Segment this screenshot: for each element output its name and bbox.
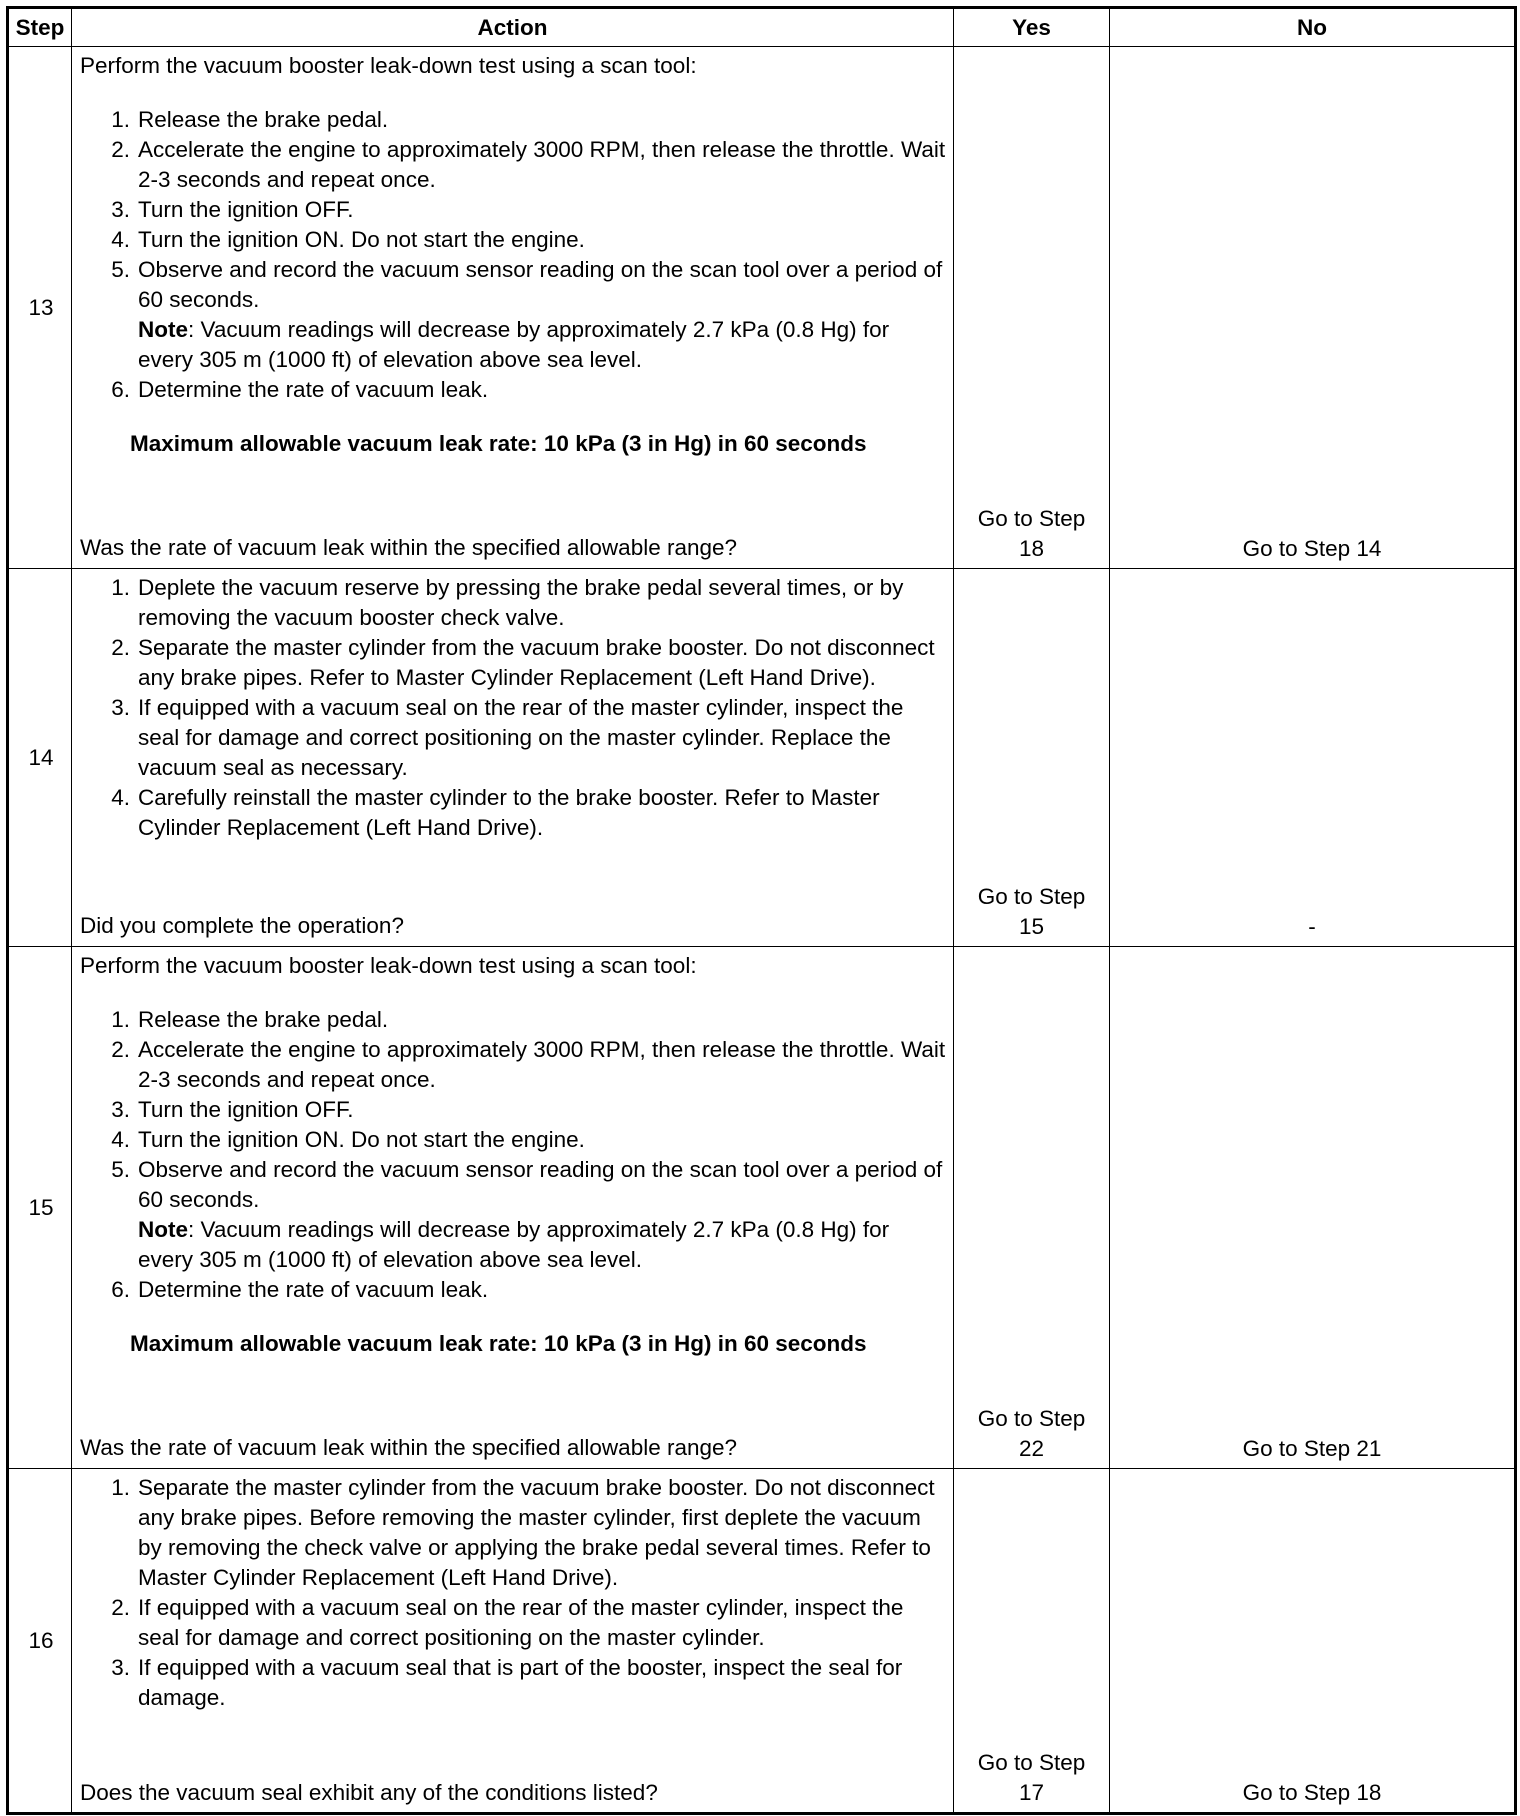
action-step (80, 105, 947, 135)
action-content (80, 951, 947, 1463)
action-content (80, 573, 947, 941)
action-cell (72, 947, 954, 1469)
action-step-text: Determine the rate of vacuum leak. (138, 1277, 489, 1302)
action-content (80, 1473, 947, 1808)
action-step-text-block (138, 105, 947, 135)
yes-result (954, 947, 1110, 1469)
action-step (80, 633, 947, 693)
yes-result (954, 569, 1110, 947)
step-number: 15 (8, 947, 72, 1469)
action-step-text-block (138, 633, 947, 693)
action-step (80, 225, 947, 255)
yes-result-text: Go to Step 18 (977, 506, 1086, 561)
action-step-text-block (138, 1275, 947, 1305)
action-step-number: 1. (111, 575, 130, 600)
step-number: 14 (8, 569, 72, 947)
action-step (80, 1035, 947, 1095)
action-step (80, 1653, 947, 1713)
step-row (8, 569, 1516, 947)
no-result: Go to Step 21 (1110, 947, 1516, 1469)
action-step-number: 3. (111, 695, 130, 720)
action-step-text-block (138, 1653, 947, 1713)
header-row (8, 8, 1516, 47)
action-step-text-block (138, 135, 947, 195)
action-step-text: Separate the master cylinder from the vacuum brake booster. Do not disconnect any brake pipes. Refer to Master Cylinder Replacement (Left Hand Drive). (138, 635, 935, 690)
action-step-number: 3. (111, 1097, 130, 1122)
yes-result-text: Go to Step 22 (977, 1406, 1086, 1461)
action-step-number: 2. (111, 1037, 130, 1062)
action-step-number: 4. (111, 227, 130, 252)
action-intro: Perform the vacuum booster leak-down test using a scan tool: (80, 953, 697, 978)
header-no: No (1110, 8, 1516, 47)
action-step-number: 1. (111, 107, 130, 132)
action-step-text-block (138, 1095, 947, 1125)
action-step-number: 5. (111, 257, 130, 282)
action-steps-list (80, 105, 947, 405)
action-step-text: Turn the ignition ON. Do not start the engine. (138, 227, 585, 252)
action-step-text: Observe and record the vacuum sensor reading on the scan tool over a period of 60 seconds. (138, 257, 943, 312)
action-step-text: Accelerate the engine to approximately 3000 RPM, then release the throttle. Wait 2-3 seconds and repeat once. (138, 137, 946, 192)
no-result: - (1110, 569, 1516, 947)
action-step-text: Release the brake pedal. (138, 107, 389, 132)
action-step-text: Release the brake pedal. (138, 1007, 389, 1032)
yes-result-text: Go to Step 17 (977, 1750, 1086, 1805)
action-step (80, 573, 947, 633)
action-step (80, 693, 947, 783)
action-step-text: Deplete the vacuum reserve by pressing the brake pedal several times, or by removing the vacuum booster check valve. (138, 575, 904, 630)
action-step-text-block (138, 375, 947, 405)
action-intro: Perform the vacuum booster leak-down test using a scan tool: (80, 53, 697, 78)
action-step-text-block (138, 1005, 947, 1035)
note-label: Note (138, 317, 188, 342)
action-cell (72, 1469, 954, 1814)
action-step-text: Turn the ignition OFF. (138, 197, 354, 222)
action-step (80, 1593, 947, 1653)
action-step-number: 2. (111, 635, 130, 660)
action-step-text: Turn the ignition ON. Do not start the engine. (138, 1127, 585, 1152)
max-leak-rate-spec: Maximum allowable vacuum leak rate: 10 kPa (3 in Hg) in 60 seconds (130, 431, 867, 456)
action-step-text-block (138, 195, 947, 225)
action-step-text: Observe and record the vacuum sensor reading on the scan tool over a period of 60 seconds. (138, 1157, 943, 1212)
action-step-number: 4. (111, 785, 130, 810)
action-question: Was the rate of vacuum leak within the specified allowable range? (80, 1435, 738, 1460)
action-step (80, 375, 947, 405)
action-step-text-block (138, 1473, 947, 1593)
action-step-text: Carefully reinstall the master cylinder to the brake booster. Refer to Master Cylinder Replacement (Left Hand Drive). (138, 785, 880, 840)
action-step (80, 1275, 947, 1305)
step-number: 13 (8, 47, 72, 569)
action-step (80, 135, 947, 195)
action-step (80, 1005, 947, 1035)
action-step-text-block (138, 1125, 947, 1155)
yes-result (954, 1469, 1110, 1814)
action-step-text-block (138, 1035, 947, 1095)
action-step-number: 2. (111, 1595, 130, 1620)
action-step-text: If equipped with a vacuum seal that is part of the booster, inspect the seal for damage. (138, 1655, 903, 1710)
action-step-text: Accelerate the engine to approximately 3000 RPM, then release the throttle. Wait 2-3 seconds and repeat once. (138, 1037, 946, 1092)
action-question: Was the rate of vacuum leak within the specified allowable range? (80, 535, 738, 560)
action-question: Does the vacuum seal exhibit any of the conditions listed? (80, 1780, 658, 1805)
note-text: : Vacuum readings will decrease by approximately 2.7 kPa (0.8 Hg) for every 305 m (1000 ft) of elevation above sea level. (138, 1217, 890, 1272)
action-step-text-block (138, 225, 947, 255)
action-step-number: 3. (111, 1655, 130, 1680)
action-step (80, 1125, 947, 1155)
action-step (80, 1473, 947, 1593)
action-step-number: 1. (111, 1007, 130, 1032)
action-step (80, 255, 947, 375)
action-step (80, 1155, 947, 1275)
no-result: Go to Step 14 (1110, 47, 1516, 569)
action-step-number: 3. (111, 197, 130, 222)
action-steps-list (80, 1005, 947, 1305)
diagnostic-table (6, 6, 1517, 1815)
note-label: Note (138, 1217, 188, 1242)
yes-result (954, 47, 1110, 569)
action-step-text-block (138, 255, 947, 375)
action-step-text: Determine the rate of vacuum leak. (138, 377, 489, 402)
header-step: Step (8, 8, 72, 47)
action-step-text-block (138, 1593, 947, 1653)
max-leak-rate-spec: Maximum allowable vacuum leak rate: 10 kPa (3 in Hg) in 60 seconds (130, 1331, 867, 1356)
action-step-number: 6. (111, 1277, 130, 1302)
action-step-text: Turn the ignition OFF. (138, 1097, 354, 1122)
action-step-number: 5. (111, 1157, 130, 1182)
action-step-text: If equipped with a vacuum seal on the rear of the master cylinder, inspect the seal for damage and correct positioning on the master cylinder. (138, 1595, 904, 1650)
step-row (8, 1469, 1516, 1814)
action-step (80, 195, 947, 225)
action-cell (72, 47, 954, 569)
action-step-text: If equipped with a vacuum seal on the rear of the master cylinder, inspect the seal for damage and correct positioning on the master cylinder. Replace the vacuum seal as necessary. (138, 695, 904, 780)
yes-result-text: Go to Step 15 (977, 884, 1086, 939)
action-step-text: Separate the master cylinder from the vacuum brake booster. Do not disconnect any brake pipes. Before removing the master cylinder, first deplete the vacuum by removing the check valve or applying the brake pedal several times. Refer to Master Cylinder Replacement (Left Hand Drive). (138, 1475, 935, 1590)
action-step-text-block (138, 783, 947, 843)
step-row (8, 47, 1516, 569)
action-cell (72, 569, 954, 947)
note-text: : Vacuum readings will decrease by approximately 2.7 kPa (0.8 Hg) for every 305 m (1000 ft) of elevation above sea level. (138, 317, 890, 372)
header-yes: Yes (954, 8, 1110, 47)
action-step-number: 2. (111, 137, 130, 162)
action-step-number: 4. (111, 1127, 130, 1152)
action-steps-list (80, 1473, 947, 1713)
step-row (8, 947, 1516, 1469)
action-steps-list (80, 573, 947, 843)
action-step (80, 783, 947, 843)
action-step-number: 1. (111, 1475, 130, 1500)
action-step-text-block (138, 693, 947, 783)
action-step (80, 1095, 947, 1125)
action-step-text-block (138, 573, 947, 633)
no-result: Go to Step 18 (1110, 1469, 1516, 1814)
action-question: Did you complete the operation? (80, 913, 404, 938)
header-action: Action (72, 8, 954, 47)
step-number: 16 (8, 1469, 72, 1814)
action-step-text-block (138, 1155, 947, 1275)
action-step-number: 6. (111, 377, 130, 402)
action-content (80, 51, 947, 563)
diagnostic-document (6, 6, 1517, 1815)
